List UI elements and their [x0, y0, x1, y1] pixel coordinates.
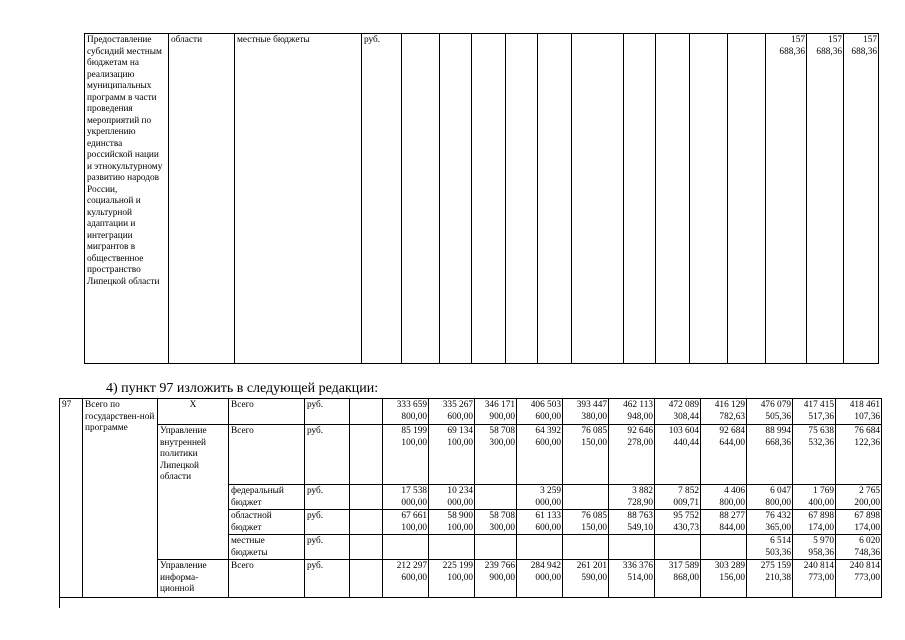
value-cell: 76 432 365,00 [747, 510, 793, 535]
value-cell: 240 814 773,00 [793, 560, 836, 598]
value-cell [475, 485, 517, 510]
value-cell [609, 535, 655, 560]
subsidy-description: Предоставление субсидий местным бюджетам на реализацию муниципальных программ в части проведения мероприятий по укреплению единства российской нации и этнокультурному развитию народов России, социальной и культурной адаптации и интеграции мигрантов в общественное пространство Липецкой области [85, 34, 169, 364]
executor-cell: области [169, 34, 235, 364]
source-cell: Всего [229, 399, 305, 425]
executor-cell: Управление информа-ционной [158, 560, 229, 598]
value-cell [429, 535, 475, 560]
empty-cell [472, 34, 506, 364]
continuation-line [59, 598, 60, 608]
value-cell: 85 199 100,00 [383, 425, 429, 485]
value-cell: 284 942 000,00 [517, 560, 563, 598]
empty-cell [440, 34, 472, 364]
value-cell: 157 688,36 [766, 34, 807, 364]
empty-cell [572, 34, 624, 364]
empty-cell [624, 34, 656, 364]
empty-cell [350, 485, 383, 510]
unit-cell: руб. [305, 399, 350, 425]
value-cell: 76 085 150,00 [563, 425, 609, 485]
value-cell: 476 079 505,36 [747, 399, 793, 425]
value-cell: 393 447 380,00 [563, 399, 609, 425]
value-cell: 157 688,36 [807, 34, 844, 364]
value-cell: 225 199 100,00 [429, 560, 475, 598]
value-cell: 275 159 210,38 [747, 560, 793, 598]
value-cell: 417 415 517,36 [793, 399, 836, 425]
empty-cell [350, 425, 383, 485]
value-cell: 333 659 800,00 [383, 399, 429, 425]
value-cell: 75 638 532,36 [793, 425, 836, 485]
value-cell: 317 589 868,00 [655, 560, 701, 598]
value-cell: 88 994 668,36 [747, 425, 793, 485]
value-cell: 6 047 800,00 [747, 485, 793, 510]
empty-cell [402, 34, 440, 364]
x-mark: Х [158, 399, 229, 425]
value-cell: 64 392 600,00 [517, 425, 563, 485]
value-cell: 58 708 300,00 [475, 510, 517, 535]
row-number: 97 [60, 399, 83, 598]
table-row [60, 399, 882, 425]
unit-cell: руб. [305, 560, 350, 598]
value-cell [655, 535, 701, 560]
empty-cell [656, 34, 690, 364]
program-total-label: Всего по государствен-ной программе [83, 399, 158, 598]
executor-cell: Управление внутренней политики Липецкой области [158, 425, 229, 560]
value-cell [383, 535, 429, 560]
empty-cell [506, 34, 538, 364]
source-cell: федеральный бюджет [229, 485, 305, 510]
value-cell: 6 514 503,36 [747, 535, 793, 560]
value-cell: 261 201 590,00 [563, 560, 609, 598]
value-cell: 5 970 958,36 [793, 535, 836, 560]
source-cell: местные бюджеты [229, 535, 305, 560]
unit-cell: руб. [305, 425, 350, 485]
value-cell [701, 535, 747, 560]
value-cell: 212 297 600,00 [383, 560, 429, 598]
value-cell: 88 763 549,10 [609, 510, 655, 535]
value-cell [563, 535, 609, 560]
value-cell: 406 503 600,00 [517, 399, 563, 425]
value-cell: 76 684 122,36 [836, 425, 882, 485]
value-cell [475, 535, 517, 560]
value-cell: 2 765 200,00 [836, 485, 882, 510]
empty-cell [538, 34, 572, 364]
value-cell: 3 882 728,90 [609, 485, 655, 510]
unit-cell: руб. [305, 485, 350, 510]
source-cell: Всего [229, 560, 305, 598]
source-cell: областной бюджет [229, 510, 305, 535]
value-cell [517, 535, 563, 560]
bottom-table [59, 398, 882, 598]
value-cell: 67 661 100,00 [383, 510, 429, 535]
value-cell: 472 089 308,44 [655, 399, 701, 425]
table-row [60, 560, 882, 598]
value-cell: 3 259 000,00 [517, 485, 563, 510]
value-cell: 58 900 100,00 [429, 510, 475, 535]
top-table [84, 33, 879, 364]
empty-cell [350, 535, 383, 560]
value-cell: 103 604 440,44 [655, 425, 701, 485]
value-cell: 240 814 773,00 [836, 560, 882, 598]
value-cell: 1 769 400,00 [793, 485, 836, 510]
value-cell: 67 898 174,00 [836, 510, 882, 535]
value-cell: 17 538 000,00 [383, 485, 429, 510]
value-cell: 462 113 948,00 [609, 399, 655, 425]
value-cell: 67 898 174,00 [793, 510, 836, 535]
section-heading: 4) пункт 97 изложить в следующей редакции: [106, 381, 379, 396]
empty-cell [350, 399, 383, 425]
empty-cell [350, 560, 383, 598]
empty-cell [690, 34, 728, 364]
unit-cell: руб. [305, 535, 350, 560]
table-row [60, 425, 882, 485]
empty-cell [728, 34, 766, 364]
empty-cell [350, 510, 383, 535]
value-cell: 336 376 514,00 [609, 560, 655, 598]
value-cell: 61 133 600,00 [517, 510, 563, 535]
value-cell: 92 684 644,00 [701, 425, 747, 485]
unit-cell: руб. [305, 510, 350, 535]
value-cell: 58 708 300,00 [475, 425, 517, 485]
value-cell: 6 020 748,36 [836, 535, 882, 560]
value-cell: 335 267 600,00 [429, 399, 475, 425]
value-cell: 418 461 107,36 [836, 399, 882, 425]
value-cell: 157 688,36 [844, 34, 879, 364]
value-cell: 346 171 900,00 [475, 399, 517, 425]
source-cell: Всего [229, 425, 305, 485]
unit-cell: руб. [362, 34, 402, 364]
value-cell: 4 406 800,00 [701, 485, 747, 510]
value-cell: 7 852 009,71 [655, 485, 701, 510]
value-cell: 239 766 900,00 [475, 560, 517, 598]
value-cell: 92 646 278,00 [609, 425, 655, 485]
value-cell: 416 129 782,63 [701, 399, 747, 425]
value-cell: 76 085 150,00 [563, 510, 609, 535]
value-cell: 95 752 430,73 [655, 510, 701, 535]
value-cell [563, 485, 609, 510]
value-cell: 303 289 156,00 [701, 560, 747, 598]
value-cell: 69 134 100,00 [429, 425, 475, 485]
value-cell: 88 277 844,00 [701, 510, 747, 535]
value-cell: 10 234 000,00 [429, 485, 475, 510]
source-cell: местные бюджеты [235, 34, 362, 364]
